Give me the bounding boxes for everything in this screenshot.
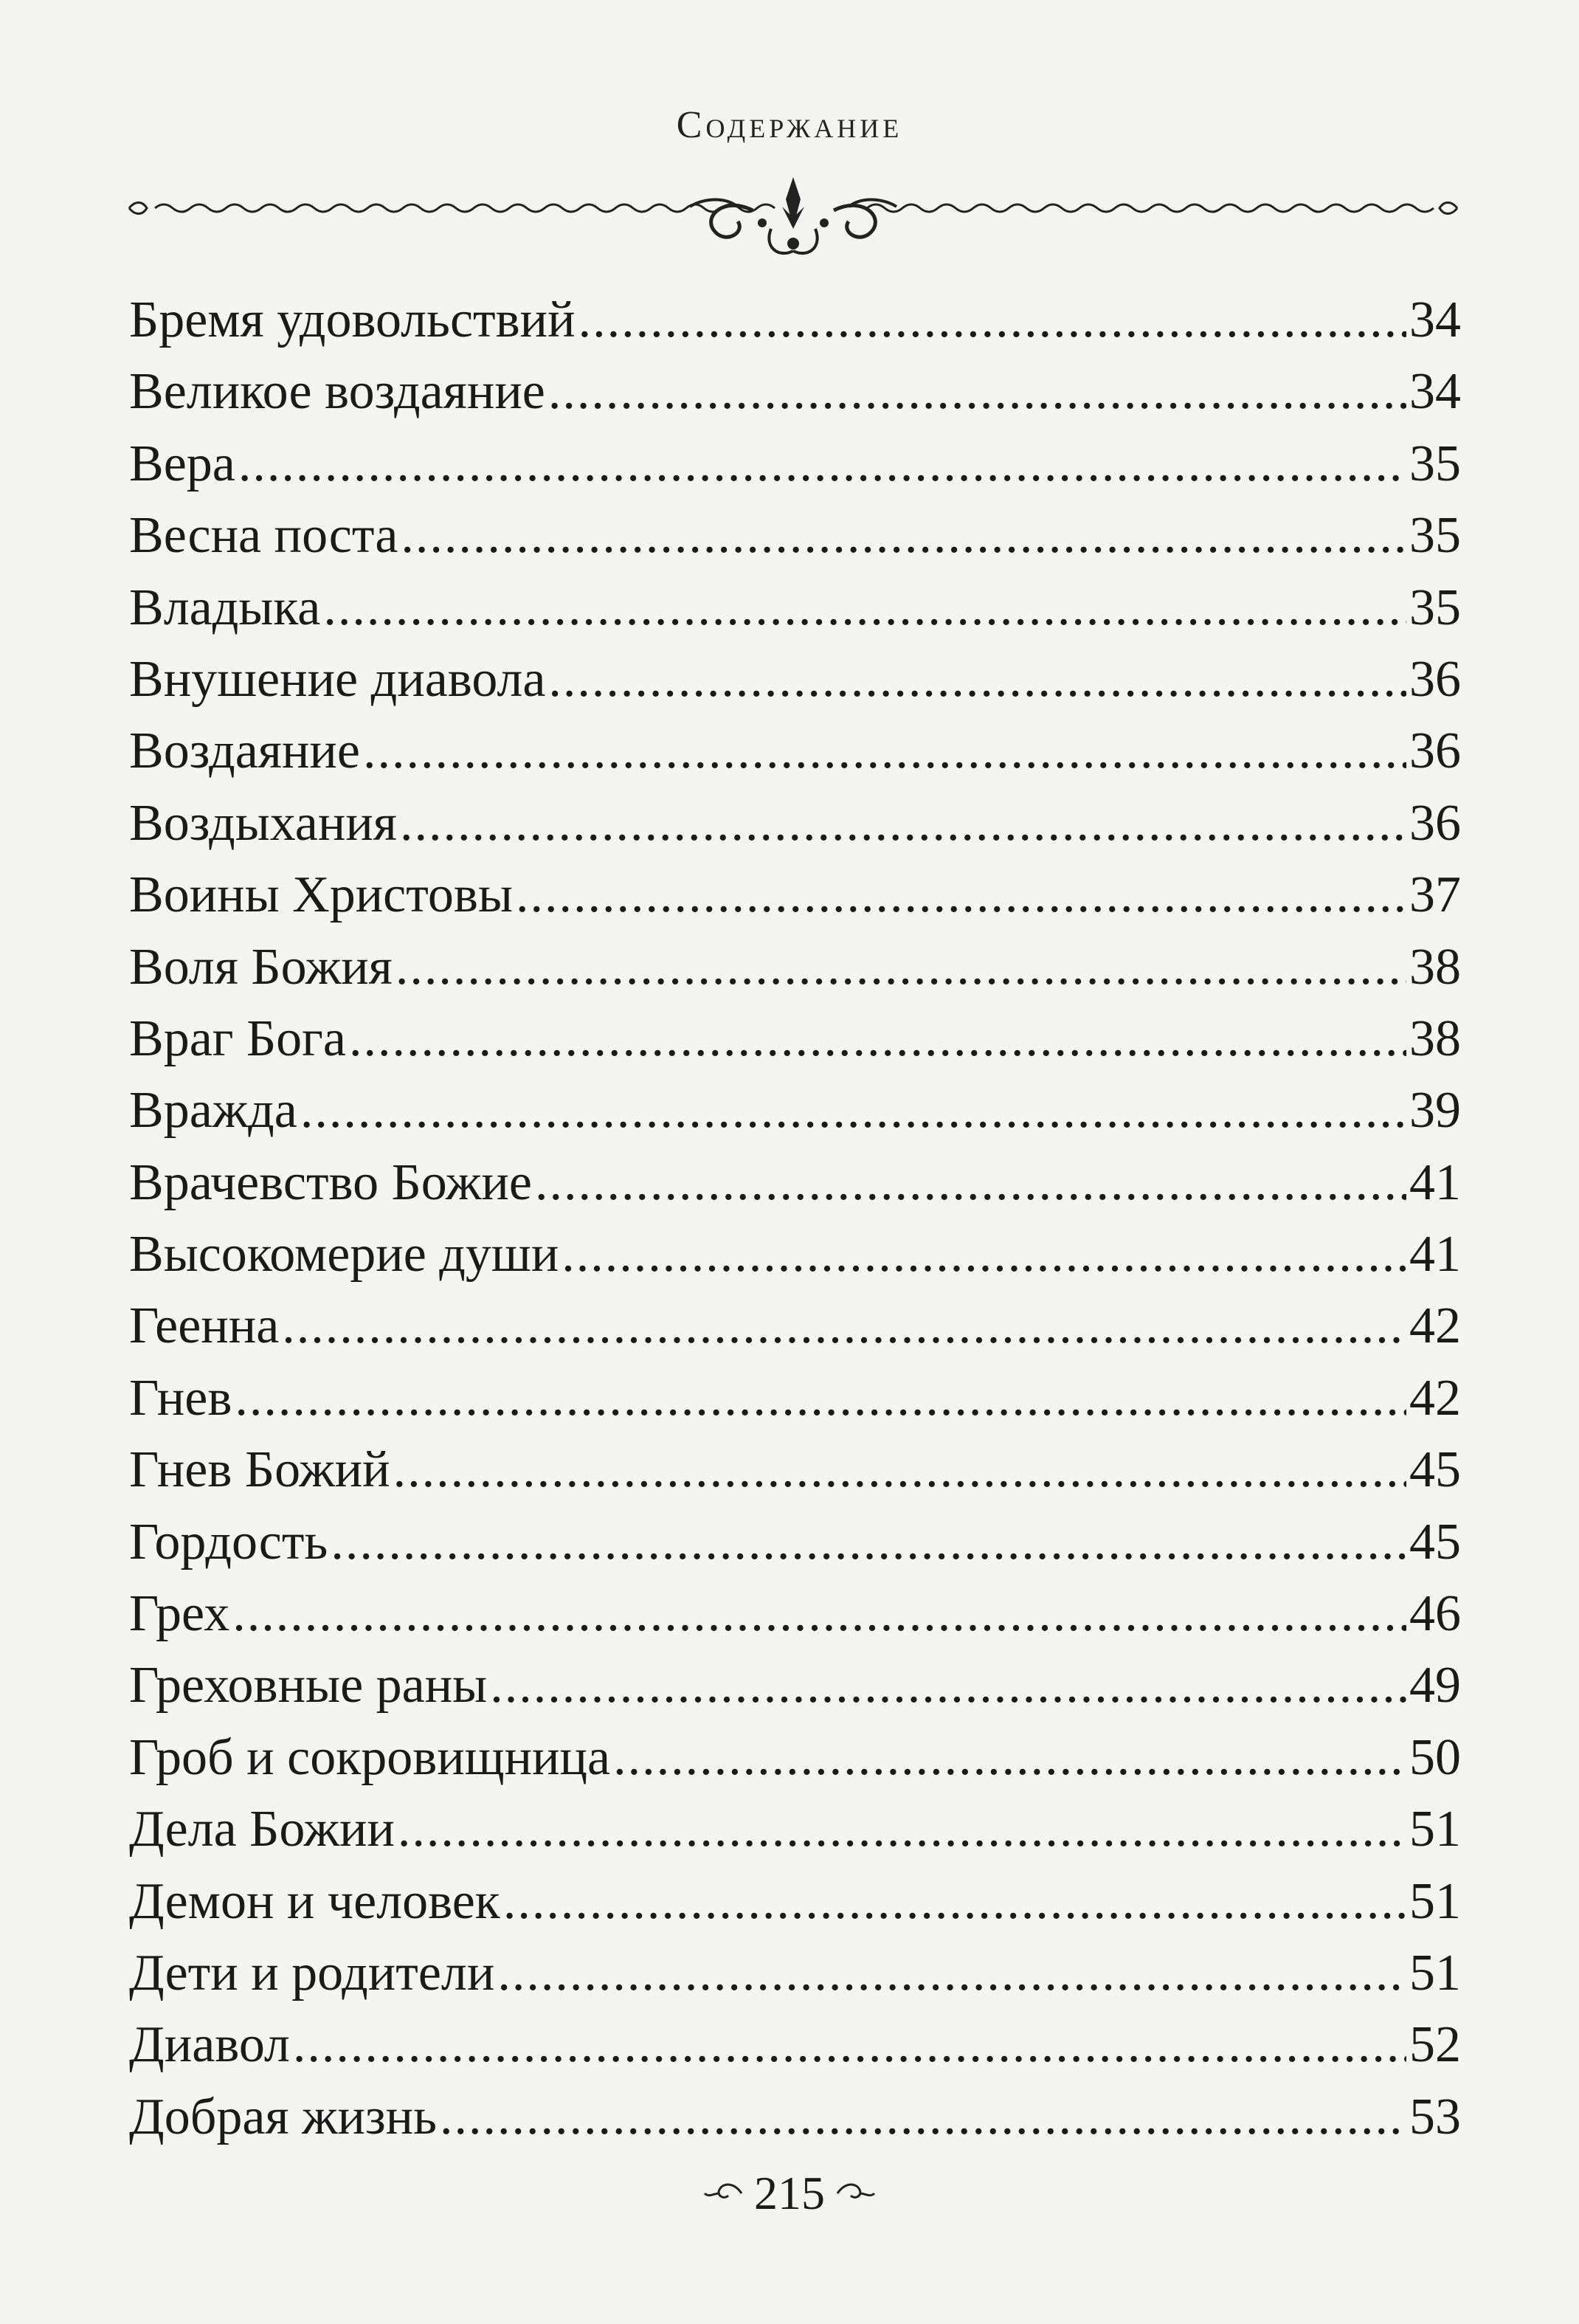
toc-entry xyxy=(129,1722,1461,1793)
scroll-flourish-divider-icon xyxy=(122,177,1465,266)
toc-entry xyxy=(129,572,1461,644)
toc-entry-page: 35 xyxy=(1409,579,1461,636)
dot-leader xyxy=(562,1218,1406,1290)
toc-entry-page: 38 xyxy=(1409,938,1461,996)
toc-entry xyxy=(129,1578,1461,1649)
toc-entry-page: 42 xyxy=(1409,1297,1461,1355)
dot-leader xyxy=(349,1003,1406,1075)
toc-entry-page: 51 xyxy=(1409,1944,1461,2001)
dot-leader xyxy=(401,500,1406,571)
toc-entry xyxy=(129,2081,1461,2153)
toc-entry-title: Гнев Божий xyxy=(129,1441,390,1499)
toc-entry-page: 46 xyxy=(1409,1585,1461,1643)
toc-entry-page: 45 xyxy=(1409,1441,1461,1499)
toc-entry xyxy=(129,1362,1461,1434)
toc-entry xyxy=(129,1147,1461,1218)
toc-entry xyxy=(129,1649,1461,1721)
toc-entry xyxy=(129,931,1461,1003)
toc-entry xyxy=(129,356,1461,427)
toc-entry xyxy=(129,859,1461,931)
toc-entry-page: 36 xyxy=(1409,794,1461,852)
toc-entry-page: 50 xyxy=(1409,1728,1461,1786)
toc-entry-title: Весна поста xyxy=(129,507,398,565)
toc-entry-page: 39 xyxy=(1409,1082,1461,1139)
dot-leader xyxy=(613,1722,1406,1793)
toc-entry xyxy=(129,1290,1461,1362)
toc-entry-title: Греховные раны xyxy=(129,1657,488,1714)
toc-entry xyxy=(129,1003,1461,1075)
toc-entry-title: Бремя удовольствий xyxy=(129,292,576,348)
dot-leader xyxy=(323,572,1406,644)
toc-entry-title: Диавол xyxy=(129,2016,290,2074)
toc-entry-page: 42 xyxy=(1409,1369,1461,1427)
dot-leader xyxy=(331,1506,1406,1578)
dot-leader xyxy=(293,2009,1406,2080)
dot-leader xyxy=(490,1649,1406,1721)
toc-entry-title: Грех xyxy=(129,1585,230,1643)
toc-entry-page: 49 xyxy=(1409,1657,1461,1714)
toc-entry-title: Вражда xyxy=(129,1082,297,1139)
toc-entry xyxy=(129,1434,1461,1506)
toc-entry xyxy=(129,787,1461,859)
toc-entry xyxy=(129,1506,1461,1578)
toc-entry-page: 52 xyxy=(1409,2016,1461,2074)
toc-entry-page: 41 xyxy=(1409,1226,1461,1283)
page-number-footer xyxy=(0,2166,1579,2221)
toc-entry xyxy=(129,2009,1461,2080)
dot-leader xyxy=(300,1075,1406,1146)
toc-entry xyxy=(129,1218,1461,1290)
dot-leader xyxy=(395,931,1406,1003)
toc-entry-page: 45 xyxy=(1409,1513,1461,1570)
toc-entry xyxy=(129,1937,1461,2009)
dot-leader xyxy=(497,1937,1406,2009)
toc-entry-title: Воздыхания xyxy=(129,794,397,852)
table-of-contents xyxy=(129,284,1461,2153)
toc-entry xyxy=(129,1866,1461,1937)
toc-entry-title: Великое воздаяние xyxy=(129,363,545,421)
toc-entry-page: 35 xyxy=(1409,507,1461,565)
toc-entry-page: 51 xyxy=(1409,1872,1461,1930)
left-flourish-icon xyxy=(701,2175,745,2212)
toc-entry-title: Врачевство Божие xyxy=(129,1154,532,1211)
toc-entry-title: Враг Бога xyxy=(129,1010,346,1067)
dot-leader xyxy=(578,284,1406,356)
toc-entry-title: Гроб и сокровищница xyxy=(129,1728,611,1786)
running-head: Содержание xyxy=(676,104,903,146)
toc-entry-title: Геенна xyxy=(129,1297,280,1355)
toc-entry-title: Гнев xyxy=(129,1369,232,1427)
toc-entry-page: 51 xyxy=(1409,1801,1461,1858)
toc-entry-title: Высокомерие души xyxy=(129,1226,559,1283)
toc-entry xyxy=(129,1793,1461,1865)
toc-entry-title: Воины Христовы xyxy=(129,866,513,924)
toc-entry-page: 36 xyxy=(1409,650,1461,708)
dot-leader xyxy=(516,859,1406,931)
dot-leader xyxy=(548,644,1406,715)
right-flourish-icon xyxy=(834,2175,878,2212)
dot-leader xyxy=(235,1362,1406,1434)
toc-entry-title: Вера xyxy=(129,435,235,492)
toc-entry-title: Гордость xyxy=(129,1513,328,1570)
toc-entry-page: 41 xyxy=(1409,1154,1461,1211)
toc-entry-title: Дела Божии xyxy=(129,1801,395,1858)
toc-entry-title: Воздаяние xyxy=(129,723,360,780)
toc-entry-page: 53 xyxy=(1409,2088,1461,2145)
toc-entry-title: Добрая жизнь xyxy=(129,2088,437,2145)
dot-leader xyxy=(535,1147,1406,1218)
toc-entry-title: Воля Божия xyxy=(129,938,393,996)
toc-entry xyxy=(129,428,1461,500)
dot-leader xyxy=(393,1434,1406,1506)
dot-leader xyxy=(238,428,1406,500)
dot-leader xyxy=(400,787,1406,859)
toc-entry xyxy=(129,500,1461,571)
toc-entry-page: 34 xyxy=(1409,292,1461,348)
toc-entry-page: 37 xyxy=(1409,866,1461,924)
dot-leader xyxy=(548,356,1406,427)
toc-entry-title: Внушение диавола xyxy=(129,650,546,708)
toc-entry xyxy=(129,715,1461,787)
toc-entry xyxy=(129,1075,1461,1146)
dot-leader xyxy=(398,1793,1406,1865)
toc-entry-title: Демон и человек xyxy=(129,1872,500,1930)
toc-entry-page: 38 xyxy=(1409,1010,1461,1067)
toc-entry xyxy=(129,644,1461,715)
toc-entry xyxy=(129,284,1461,356)
toc-entry-page: 34 xyxy=(1409,363,1461,421)
dot-leader xyxy=(232,1578,1406,1649)
dot-leader xyxy=(440,2081,1406,2153)
page-number: 215 xyxy=(754,2167,825,2219)
toc-entry-page: 35 xyxy=(1409,435,1461,492)
dot-leader xyxy=(503,1866,1406,1937)
dot-leader xyxy=(363,715,1406,787)
toc-entry-title: Владыка xyxy=(129,579,321,636)
toc-entry-title: Дети и родители xyxy=(129,1944,495,2001)
toc-entry-page: 36 xyxy=(1409,723,1461,780)
dot-leader xyxy=(282,1290,1406,1362)
